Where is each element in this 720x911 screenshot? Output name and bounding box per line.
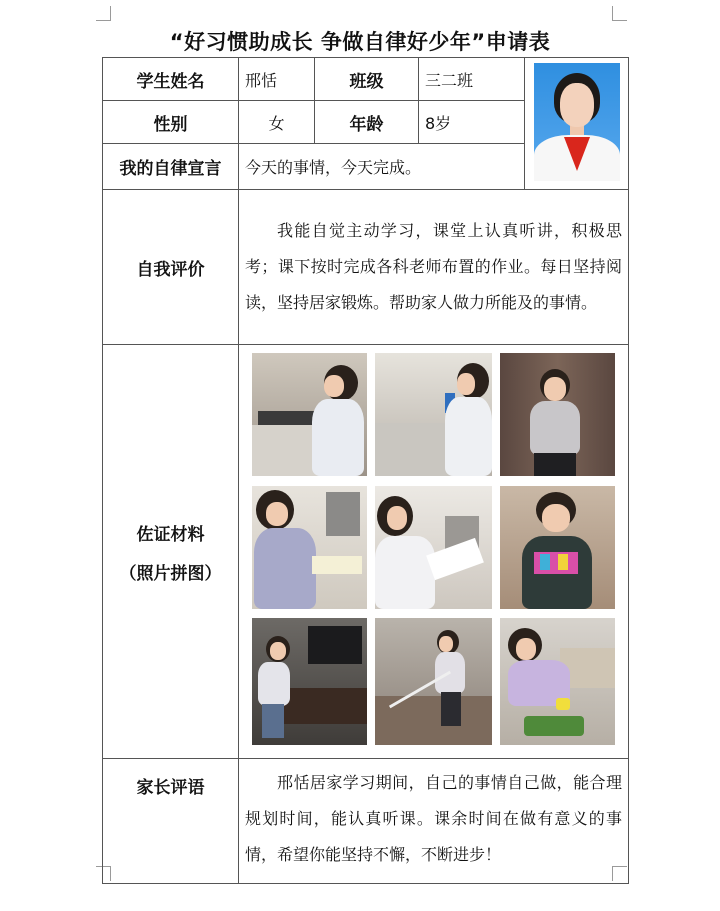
document-title: “好习惯助成长 争做自律好少年”申请表 [169, 30, 551, 54]
photo-standing-at-home [500, 353, 615, 476]
form-row-self-evaluation [103, 190, 629, 345]
photo-reading-book [375, 486, 492, 609]
form-row-parent-comment [103, 759, 629, 884]
age-value: 8岁 [419, 101, 525, 144]
self-evaluation-label: 自我评价 [103, 190, 239, 345]
declaration-value: 今天的事情，今天完成。 [239, 144, 525, 190]
photo-craft-project [500, 486, 615, 609]
form-row-name [103, 58, 629, 101]
parent-comment-label: 家长评语 [103, 759, 239, 884]
photo-cleaning-cabinet [252, 618, 367, 745]
gender-value: 女 [239, 101, 315, 144]
photo-cooking [252, 353, 367, 476]
photo-watering-plants [500, 618, 615, 745]
class-label: 班级 [315, 58, 419, 101]
evidence-label-cell [103, 345, 239, 759]
photo-collage [239, 345, 628, 758]
red-scarf-icon [564, 137, 590, 171]
photo-writing-homework [252, 486, 367, 609]
form-row-evidence [103, 345, 629, 759]
evidence-sublabel: （照片拼图） [119, 563, 222, 584]
student-name-value: 邢恬 [239, 58, 315, 101]
photo-mopping-floor [375, 618, 492, 745]
student-photo-cell [525, 58, 629, 190]
crop-mark-top-left [96, 6, 111, 21]
age-label: 年龄 [315, 101, 419, 144]
student-portrait-photo [534, 63, 620, 181]
class-value: 三二班 [419, 58, 525, 101]
application-form-table [102, 57, 629, 884]
student-name-label: 学生姓名 [103, 58, 239, 101]
self-evaluation-text: 我能自觉主动学习，课堂上认真听讲，积极思考；课下按时完成各科老师布置的作业。每日坚持阅读，坚持居家锻炼。帮助家人做力所能及的事情。 [239, 190, 629, 345]
parent-comment-text: 邢恬居家学习期间，自己的事情自己做，能合理规划时间，能认真听课。课余时间在做有意义的事情，希望你能坚持不懈，不断进步！ [239, 759, 629, 884]
photo-washing-dishes [375, 353, 492, 476]
evidence-collage-cell [239, 345, 629, 759]
evidence-label: 佐证材料 [136, 524, 205, 545]
declaration-label: 我的自律宣言 [103, 144, 239, 190]
crop-mark-top-right [612, 6, 627, 21]
gender-label: 性别 [103, 101, 239, 144]
